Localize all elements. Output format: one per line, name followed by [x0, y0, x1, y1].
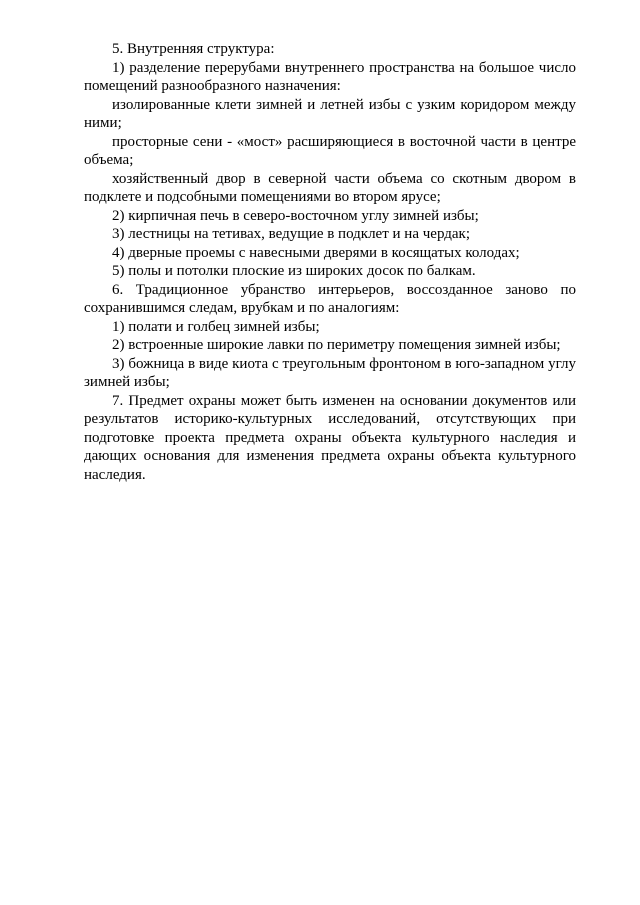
paragraph-item: 1) полати и голбец зимней избы;	[112, 318, 320, 335]
paragraph-item: 5) полы и потолки плоские из широких досок по балкам.	[112, 263, 476, 279]
section-paragraph-protection-change: 7. Предмет охраны может быть изменен на основании документов или результатов историко-культурных исследований, отсутствующих при подготовке проекта предмета охраны объекта культурного наследия и дающих основания для изменения предмета охраны объекта культурного наследия.	[84, 392, 576, 483]
section-heading-internal-structure: 5. Внутренняя структура:	[112, 41, 275, 57]
paragraph-item: хозяйственный двор в северной части объема со скотным двором в подклете и подсобными помещениями во втором ярусе;	[84, 170, 576, 205]
paragraph-item: 2) встроенные широкие лавки по периметру помещения зимней избы;	[112, 337, 561, 353]
paragraph-item: 2) кирпичная печь в северо-восточном углу зимней избы;	[112, 207, 479, 224]
paragraph-item: 3) лестницы на тетивах, ведущие в подклет и на чердак;	[112, 226, 470, 242]
paragraph-item: изолированные клети зимней и летней избы с узким коридором между ними;	[84, 96, 576, 131]
paragraph-item: 3) божница в виде киота с треугольным фронтоном в юго-западном углу зимней избы;	[84, 355, 576, 390]
section-heading-interior-decoration: 6. Традиционное убранство интерьеров, воссозданное заново по сохранившимся следам, врубкам и по аналогиям:	[84, 281, 576, 316]
paragraph-item: просторные сени - «мост» расширяющиеся в восточной части в центре объема;	[84, 133, 576, 168]
document-body	[84, 40, 576, 484]
paragraph-item: 4) дверные проемы с навесными дверями в косящатых колодах;	[112, 244, 520, 261]
paragraph-item: 1) разделение перерубами внутреннего пространства на большое число помещений разнообразного назначения:	[84, 59, 576, 94]
